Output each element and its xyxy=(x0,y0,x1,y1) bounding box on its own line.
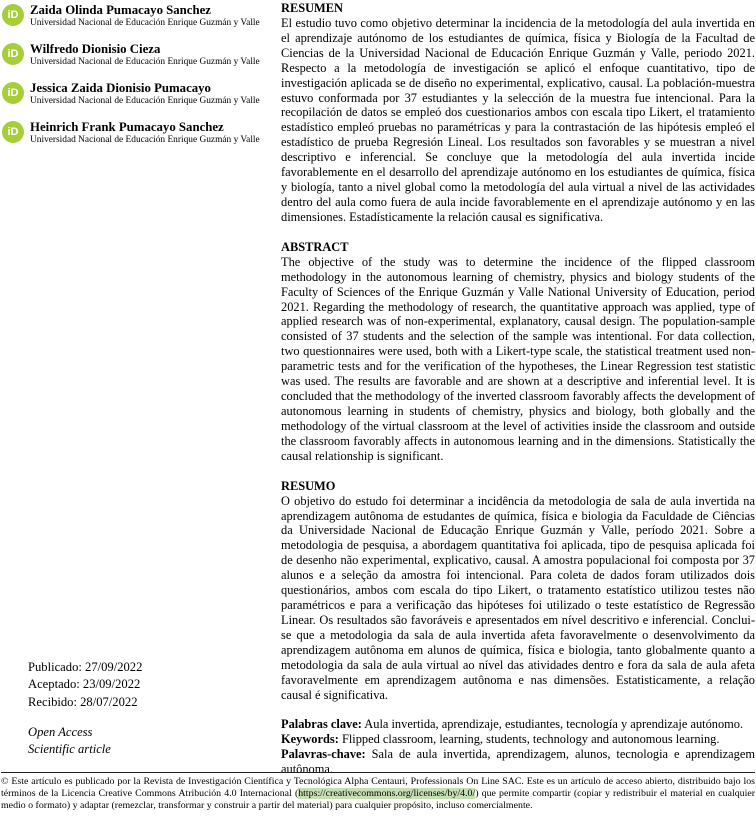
resumen-body: El estudio tuvo como objetivo determinar la incidencia de la metodología del aula invertida en el aprendizaje autónomo de los estudiantes de química, física y Biología de la Facultad de Ciencias de la Universidad Nacional de Educación Enrique Guzmán y Valle, periodo 2021. Respecto a la metodología de investigación se aplicó el enfoque cuantitativo, tipo de investigación aplicada se de diseño no experimental, explicativo, causal. La población-muestra estuvo conformada por 37 estudiantes y la selección de la muestra fue intencional. Para la recopilación de datos se empleó dos cuestionarios ambos con escala tipo Likert, el tratamiento estadístico empleó pruebas no paramétricas y para la contrastación de las hipótesis empleó el estadístico de prueba Regresión Lineal. Los resultados son favorables y se muestran a nivel descriptivo e inferencial. Se concluye que la metodología del aula invertida incide favorablemente en el desarrollo del aprendizaje autónomo en los estudiantes de química, física y biología, tanto a nivel global como la metodología del aula virtual a nivel de las actividades dentro del aula como fuera de aula incide favorablemente en el aprendizaje autónomo y en las dimensiones. Estadísticamente la relación causal es significativa. xyxy=(281,15,755,224)
keywords-es-label: Palabras clave: xyxy=(281,717,362,732)
resumo-heading: RESUMO xyxy=(281,478,336,493)
author-affiliation: Universidad Nacional de Educación Enrique Guzmán y Valle xyxy=(30,135,260,145)
received-date xyxy=(28,694,142,711)
orcid-icon[interactable]: iD xyxy=(2,43,24,65)
dates-block xyxy=(28,659,142,711)
resumen-heading: RESUMEN xyxy=(281,1,343,15)
author-name: Jessica Zaida Dionisio Pumacayo xyxy=(30,81,211,95)
accepted-date xyxy=(28,676,142,693)
license-footer xyxy=(1,772,755,812)
license-text-before: © Este artículo es publicado por la Revista de Investigación Científica y Tecnológica Alpha Centauri, Professionals On Line SAC. Este es un artículo de acceso abierto, distribuido bajo los términos de la Licencia Creative Commons Atribución 4.0 Internacional ( xyxy=(1,776,755,799)
author-entry xyxy=(2,120,278,146)
author-name: Wilfredo Dionisio Cieza xyxy=(30,42,161,56)
keywords-block xyxy=(281,717,755,777)
author-affiliation: Universidad Nacional de Educación Enrique Guzmán y Valle xyxy=(30,96,260,106)
keywords-es-text: Aula invertida, aprendizaje, estudiantes, tecnología y aprendizaje autónomo. xyxy=(364,717,744,732)
accepted-value: 23/09/2022 xyxy=(82,677,141,692)
license-text-after: ) que permite compartir (copiar y redistribuir el material en cualquier medio o formato) y adaptar (remezclar, transformar y construir a partir del material) para cualquier propósito, incluso comercialmente. xyxy=(1,787,755,811)
published-label: Publicado: xyxy=(28,660,82,674)
published-value: 27/09/2022 xyxy=(85,660,143,674)
authors-column xyxy=(2,3,278,159)
abstract-heading: ABSTRACT xyxy=(281,239,349,254)
keywords-en xyxy=(281,732,755,747)
orcid-icon[interactable]: iD xyxy=(2,121,24,143)
author-entry xyxy=(2,42,278,68)
received-value: 28/07/2022 xyxy=(80,694,138,709)
accepted-label: Aceptado: xyxy=(28,677,80,692)
published-date xyxy=(28,659,142,676)
author-name: Heinrich Frank Pumacayo Sanchez xyxy=(30,120,224,134)
open-access-label: Open Access xyxy=(28,725,93,739)
keywords-en-label: Keywords: xyxy=(281,732,339,747)
access-block xyxy=(28,724,111,759)
abstract-body: The objective of the study was to determine the incidence of the flipped classroom methodology in the autonomous learning of chemistry, physics and biology students of the Faculty of Sciences of the Enrique Guzmán y Valle National University of Education, period 2021. Regarding the methodology of research, the quantitative approach was applied, type of applied research was of non-experimental, explanatory, causal design. The population-sample consisted of 37 students and the selection of the sample was intentional. For data collection, two questionnaires were used, both with a Likert-type scale, the statistical treatment used non-parametric tests and for the verification of the hypotheses, the Linear Regression test statistic was used. The results are favorable and are shown at a descriptive and inferential level. It is concluded that the methodology of the inverted classroom favorably affects the development of autonomous learning in students of chemistry, physics and biology, both globally and the methodology of the virtual classroom at the level of activities inside the classroom and outside the classroom favorably affects in autonomous learning and in the dimensions. Statistically the causal relationship is significant. xyxy=(281,254,755,463)
keywords-en-text: Flipped classroom, learning, students, technology and autonomous learning. xyxy=(341,732,720,747)
resumo-body: O objetivo do estudo foi determinar a incidência da metodologia de sala de aula invertida na aprendizagem autônoma de estudantes de química, física e biologia da Faculdade de Ciências da Universidade Nacional de Educação Enrique Guzmán y Valle, período 2021. Sobre a metodologia de pesquisa, a abordagem quantitativa foi aplicada, tipo de pesquisa aplicada foi de desenho não experimental, explicativo, causal. A amostra populacional foi composta por 37 alunos e a seleção da amostra foi intencional. Para coleta de dados foram utilizados dois questionários, ambos com escala do tipo Likert, o tratamento estatístico utilizou testes não paramétricos e para a verificação das hipóteses foi utilizado o teste estatístico de Regressão Linear. Os resultados são favoráveis e apresentados em nível descritivo e inferencial. Conclui-se que a metodologia da sala de aula invertida afeta favoravelmente o desenvolvimento da aprendizagem autônoma em alunos de química, física e biologia, tanto globalmente quanto a metodologia da sala de aula virtual ao nível das atividades dentro e fora da sala de aula afeta favoravelmente em aprendizagem autônoma e nas dimensões. Estatisticamente, a relação causal é significativa. xyxy=(281,493,755,702)
received-label: Recibido: xyxy=(28,694,77,709)
author-entry xyxy=(2,81,278,107)
license-url[interactable]: https://creativecommons.org/licenses/by/4.0/ xyxy=(298,787,476,799)
keywords-pt-label: Palavras-chave: xyxy=(281,747,366,762)
author-affiliation: Universidad Nacional de Educación Enrique Guzmán y Valle xyxy=(30,18,260,28)
keywords-es xyxy=(281,717,755,732)
orcid-icon[interactable]: iD xyxy=(2,82,24,104)
author-affiliation: Universidad Nacional de Educación Enrique Guzmán y Valle xyxy=(30,57,260,67)
keywords-pt-text: Sala de aula invertida, aprendizagem, alunos, tecnologia e aprendizagem autônoma. xyxy=(281,747,755,777)
article-type-label: Scientific article xyxy=(28,742,111,757)
author-name: Zaida Olinda Pumacayo Sanchez xyxy=(30,3,211,17)
abstracts-column xyxy=(281,1,755,777)
author-entry xyxy=(2,3,278,29)
orcid-icon[interactable]: iD xyxy=(2,4,24,26)
